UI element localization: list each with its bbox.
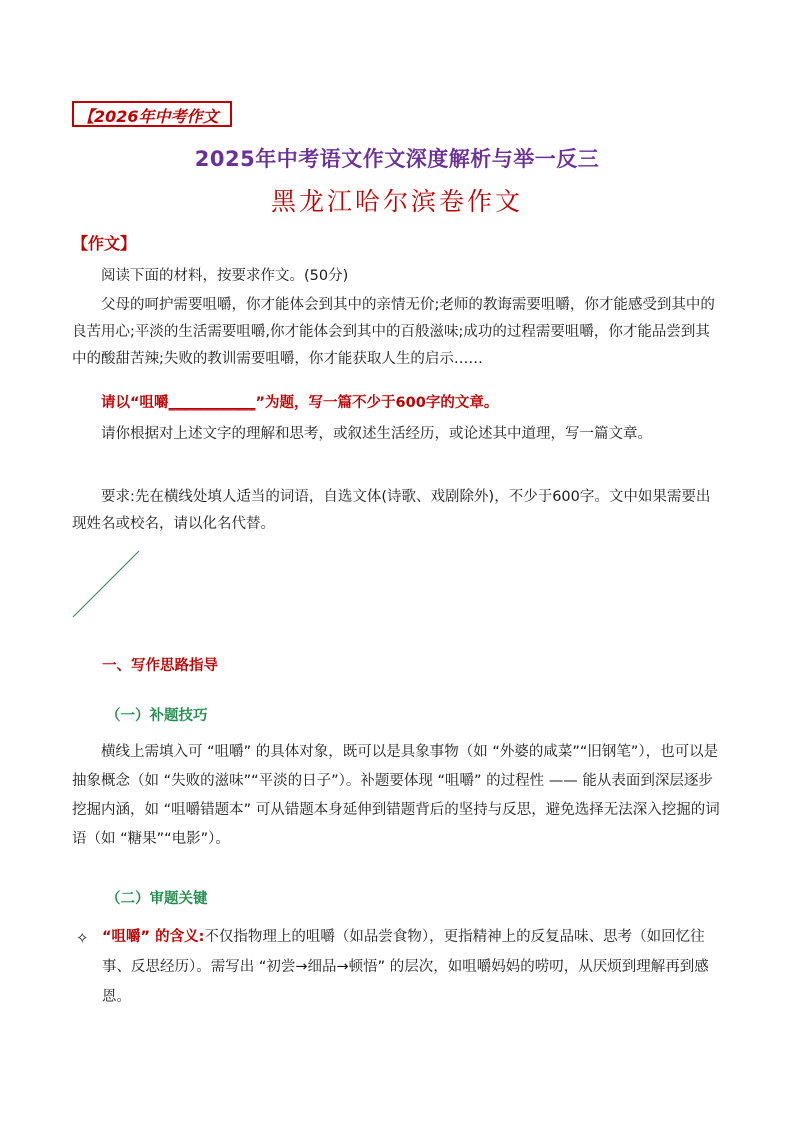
prompt-line xyxy=(72,390,722,417)
header-tag: 【2026年中考作文 xyxy=(78,107,219,126)
prompt-suffix: ”为题，写一篇不少于600字的文章。 xyxy=(255,395,499,411)
section-essay-label: 【作文】 xyxy=(72,234,137,253)
bullet1-paragraph xyxy=(102,922,722,1012)
sub-title: 黑龙江哈尔滨卷作文 xyxy=(270,187,523,216)
sub2-title: （二）审题关键 xyxy=(106,891,208,907)
prompt-prefix: 请以“咀嚼 xyxy=(101,395,169,411)
requirements-text: 要求:先在横线处填人适当的词语，自选文体(诗歌、戏剧除外)，不少于600字。文中如果需要出现姓名或校名，请以化名代替。 xyxy=(72,489,711,532)
instruction-text: 阅读下面的材料，按要求作文。(50分) xyxy=(101,268,349,284)
sub1-title: （一）补题技巧 xyxy=(106,708,208,724)
sub1-body: 横线上需填入可 “咀嚼” 的具体对象，既可以是具象事物（如 “外婆的咸菜”“旧钢笔”），也可以是抽象概念（如 “失败的滋味”“平淡的日子”）。补题要体现 “咀嚼” 的过程性 —— 能从表面到深层逐步挖掘内涵，如 “咀嚼错题本” 可从错题本身延伸到错题背后的坚持与反思，避免选择无法深入挖掘的词语（如 “糖果”“电影”）。 xyxy=(72,744,720,847)
guidance-text: 请你根据对上述文字的理解和思考，或叙述生活经历，或论述其中道理，写一篇文章。 xyxy=(101,426,652,442)
decorative-diagonal-line xyxy=(72,550,142,620)
bullet1-term: “咀嚼” 的含义: xyxy=(102,929,205,945)
diamond-bullet-icon: ✧ xyxy=(76,929,89,947)
prompt-blank: ____________ xyxy=(168,395,256,411)
main-title: 2025年中考语文作文深度解析与举一反三 xyxy=(194,147,600,171)
material-paragraph: 父母的呵护需要咀嚼，你才能体会到其中的亲情无价;老师的教诲需要咀嚼，你才能感受到其中的良苦用心;平淡的生活需要咀嚼,你才能体会到其中的百般滋味;成功的过程需要咀嚼，你才能品尝到其中的酸甜苦辣;失败的教训需要咀嚼，你才能获取人生的启示…… xyxy=(72,297,715,367)
section1-title: 一、写作思路指导 xyxy=(102,658,218,674)
bullet1-text: 不仅指物理上的咀嚼（如品尝食物），更指精神上的反复品味、思考（如回忆往事、反思经历）。需写出 “初尝→细品→顿悟” 的层次，如咀嚼妈妈的唠叨，从厌烦到理解再到感恩。 xyxy=(102,929,709,1005)
